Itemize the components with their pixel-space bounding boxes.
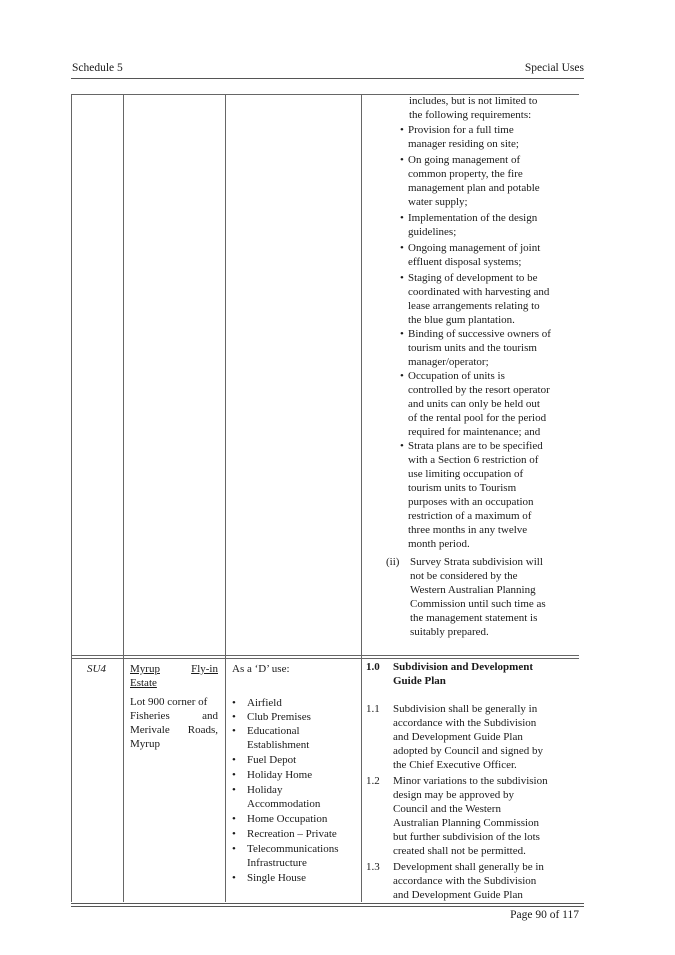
bullet-icon: • (232, 769, 236, 781)
column-divider-2 (225, 94, 226, 902)
bullet-icon: • (232, 754, 236, 766)
footer-rule (71, 903, 584, 904)
bullet-icon: • (400, 212, 404, 224)
column-divider-3 (361, 94, 362, 902)
condition-heading: Subdivision and Development Guide Plan (393, 661, 533, 687)
condition-number: 1.3 (366, 861, 380, 873)
condition-number: 1.2 (366, 775, 380, 787)
bullet-icon: • (400, 272, 404, 284)
condition-number: 1.1 (366, 703, 380, 715)
list-item: • Implementation of the design guidelines; (400, 212, 538, 238)
list-item: • Educational Establishment (232, 725, 310, 751)
bullet-icon: • (400, 124, 404, 136)
row-divider (71, 655, 579, 656)
list-item: • Home Occupation (232, 813, 328, 825)
condition-heading-number: 1.0 (366, 661, 380, 673)
header-section: Special Uses (524, 62, 584, 74)
requirements-list (400, 123, 580, 551)
list-item: • Occupation of units is controlled by the resort operator and units can only be held out of the rental pool for the period required for maintenance; and (400, 370, 550, 438)
page-number: Page 90 of 117 (510, 909, 579, 921)
list-item: • Recreation – Private (232, 828, 337, 840)
continued-intro: includes, but is not limited to the following requirements: (409, 95, 538, 121)
bullet-icon: • (232, 697, 236, 709)
permitted-uses-list (232, 696, 339, 885)
bullet-icon: • (232, 784, 236, 796)
bullet-icon: • (400, 328, 404, 340)
bullet-icon: • (400, 242, 404, 254)
condition-text: Subdivision shall be generally in accordance with the Subdivision and Development Guide Plan adopted by Council and signed by the Chief Executive Officer. (393, 703, 544, 771)
bullet-icon: • (232, 843, 236, 855)
su4-code: SU4 (87, 663, 106, 675)
row-divider-double (71, 658, 579, 659)
condition-text: Development shall generally be in accordance with the Subdivision and Development Guide Plan (393, 861, 544, 901)
list-item: • Strata plans are to be specified with a Section 6 restriction of use limiting occupation of tourism units to Tourism purposes with an occupation restriction of a maximum of three months in any twelve month period. (400, 440, 543, 550)
use-class-heading: As a ‘D’ use: (232, 663, 290, 675)
bullet-icon: • (232, 813, 236, 825)
su4-location: Lot 900 corner of Fisheries and Merivale Roads, Myrup (130, 696, 218, 750)
list-item: • On going management of common property, the fire management plan and potable water supply; (400, 154, 540, 208)
bullet-icon: • (232, 711, 236, 723)
footer-rule-double (71, 906, 584, 907)
header-schedule: Schedule 5 (72, 62, 123, 74)
list-item: • Provision for a full time manager residing on site; (400, 124, 519, 150)
bullet-icon: • (400, 154, 404, 166)
list-item: • Ongoing management of joint effluent disposal systems; (400, 242, 541, 268)
list-item: • Staging of development to be coordinated with harvesting and lease arrangements relating to the blue gum plantation. (400, 272, 550, 326)
header-rule (71, 78, 584, 79)
bullet-icon: • (400, 440, 404, 452)
bullet-icon: • (232, 872, 236, 884)
bullet-icon: • (232, 828, 236, 840)
item-ii-number: (ii) (386, 556, 400, 568)
su4-name: Myrup Fly-in Estate (130, 663, 218, 689)
condition-text: Minor variations to the subdivision design may be approved by Council and the Western Australian Planning Commission but further subdivision of the lots created shall not be permitted. (393, 775, 548, 857)
bullet-icon: • (232, 725, 236, 737)
bullet-icon: • (400, 370, 404, 382)
list-item: • Holiday Accommodation (232, 784, 321, 810)
item-ii-text: Survey Strata subdivision will not be considered by the Western Australian Planning Commission until such time as the management statement is suitably prepared. (410, 556, 546, 638)
list-item: • Club Premises (232, 711, 311, 723)
list-item: • Binding of successive owners of tourism units and the tourism manager/operator; (400, 328, 551, 368)
table-left-border (71, 94, 72, 902)
list-item: • Airfield (232, 697, 282, 709)
list-item: • Telecommunications Infrastructure (232, 843, 339, 869)
column-divider-1 (123, 94, 124, 902)
list-item: • Single House (232, 872, 306, 884)
list-item: • Fuel Depot (232, 754, 297, 766)
list-item: • Holiday Home (232, 769, 313, 781)
